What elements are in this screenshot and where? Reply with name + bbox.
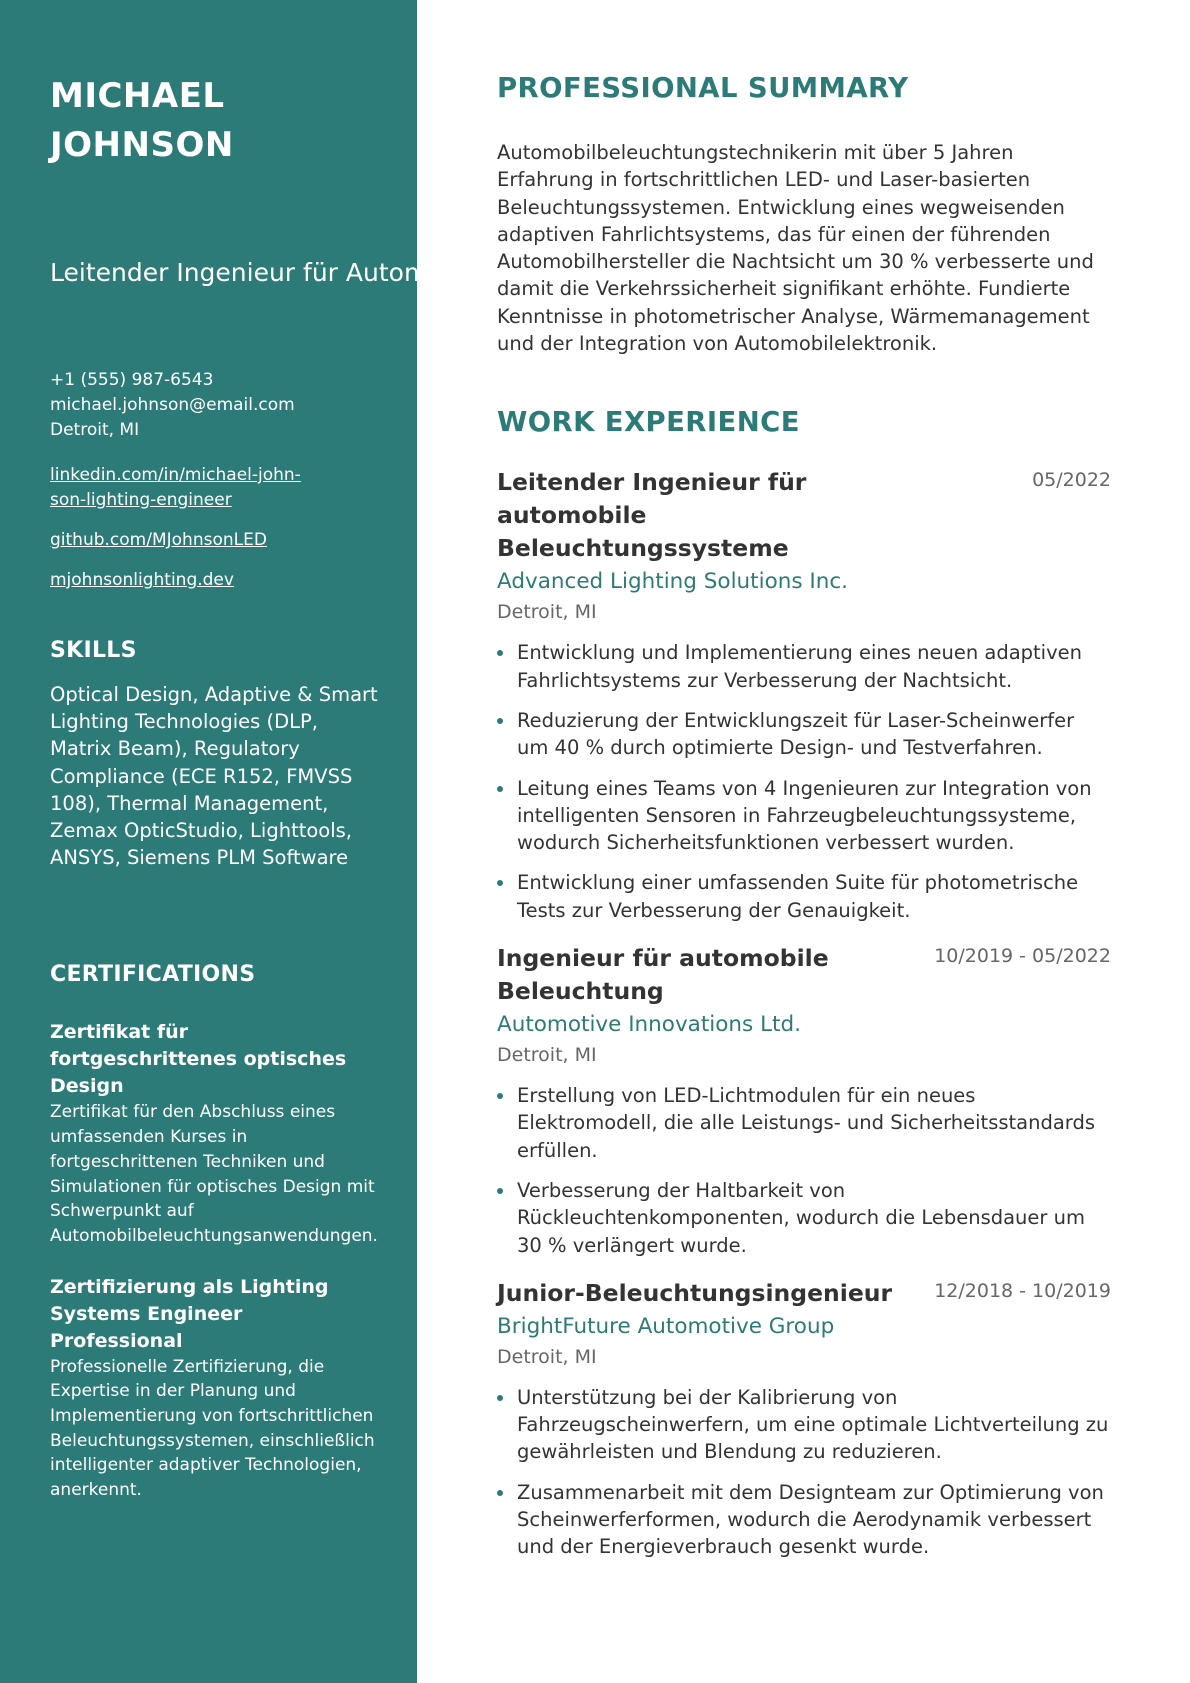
- job-date: 12/2018 - 10/2019: [934, 1279, 1111, 1302]
- job-title: Ingenieur für automobile Beleuchtung: [497, 944, 829, 1006]
- certification-name: Zertifikat für fortgeschrittenes optisches Design: [50, 1021, 347, 1098]
- contact-block: [50, 368, 417, 443]
- contact-phone: +1 (555) 987-6543: [50, 370, 214, 390]
- certification-description: Zertifikat für den Abschluss eines umfassenden Kurses in fortgeschrittenen Techniken und Simulationen für optisches Design mit Schwerpunkt auf Automobilbeleuchtungsanwendungen.: [50, 1102, 378, 1246]
- github-link[interactable]: github.com/MJohnsonLED: [50, 530, 267, 550]
- certifications-list: [50, 1019, 380, 1502]
- job-bullet: Reduzierung der Entwicklungszeit für Laser-Scheinwerfer um 40 % durch optimierte Design- und Testverfahren.: [497, 707, 1111, 762]
- website-link[interactable]: mjohnsonlighting.dev: [50, 570, 234, 590]
- job-entry: [497, 942, 1111, 1259]
- job-date: 10/2019 - 05/2022: [934, 945, 1111, 968]
- job-bullet: Entwicklung und Implementierung eines neuen adaptiven Fahrlichtsystems zur Verbesserung der Nachtsicht.: [497, 639, 1111, 694]
- certification-item: [50, 1274, 380, 1503]
- certifications-heading: CERTIFICATIONS: [50, 962, 256, 988]
- job-bullet: Unterstützung bei der Kalibrierung von Fahrzeugscheinwerfern, um eine optimale Lichtverteilung zu gewährleisten und Blendung zu reduzieren.: [497, 1384, 1111, 1466]
- job-location: Detroit, MI: [497, 1044, 597, 1067]
- name-line-last: JOHNSON: [50, 125, 234, 165]
- job-title: Junior-Beleuchtungsingenieur: [497, 1278, 893, 1307]
- work-experience-heading: WORK EXPERIENCE: [497, 406, 800, 439]
- job-bullets: [497, 639, 1111, 924]
- job-company: BrightFuture Automotive Group: [497, 1313, 835, 1339]
- jobs-list: [497, 466, 1111, 1560]
- candidate-name: [50, 72, 417, 170]
- certification-description: Professionelle Zertifizierung, die Expertise in der Planung und Implementierung von fortschrittlichen Beleuchtungssystemen, einschließlich intelligenter adaptiver Technologien, anerkennt.: [50, 1356, 375, 1501]
- job-entry: [497, 1277, 1111, 1561]
- job-header: [497, 942, 1111, 1008]
- certification-name: Zertifizierung als Lighting Systems Engineer Professional: [50, 1275, 329, 1352]
- job-header: [497, 466, 1111, 565]
- summary-heading: PROFESSIONAL SUMMARY: [497, 72, 909, 104]
- linkedin-link[interactable]: linkedin.com/in/michael-john-son-lighting-engineer: [50, 465, 301, 510]
- certification-item: [50, 1019, 380, 1248]
- main-column: [497, 0, 1111, 1579]
- summary-text: Automobilbeleuchtungstechnikerin mit über 5 Jahren Erfahrung in fortschrittlichen LED- und Laser-basierten Beleuchtungssystemen. Entwicklung eines wegweisenden adaptiven Fahrlichtsystems, das für einen der führenden Automobilhersteller die Nachtsicht um 30 % verbesserte und damit die Verkehrssicherheit signifikant erhöhte. Fundierte Kenntnisse in photometrischer Analyse, Wärmemanagement und der Integration von Automobilelektronik.: [497, 141, 1094, 356]
- job-header: [497, 1277, 1111, 1310]
- contact-email: michael.johnson@email.com: [50, 395, 295, 415]
- job-date: 05/2022: [1032, 469, 1111, 492]
- job-location: Detroit, MI: [497, 1345, 597, 1368]
- profile-links: [50, 463, 417, 593]
- contact-location: Detroit, MI: [50, 420, 140, 440]
- job-bullet: Entwicklung einer umfassenden Suite für photometrische Tests zur Verbesserung der Genauigkeit.: [497, 869, 1111, 924]
- job-company: Advanced Lighting Solutions Inc.: [497, 569, 849, 595]
- job-entry: [497, 466, 1111, 924]
- name-line-first: MICHAEL: [50, 76, 225, 116]
- job-location: Detroit, MI: [497, 601, 597, 624]
- job-bullet: Erstellung von LED-Lichtmodulen für ein neues Elektromodell, die alle Leistungs- und Sicherheitsstandards erfüllen.: [497, 1082, 1111, 1164]
- job-company: Automotive Innovations Ltd.: [497, 1012, 801, 1038]
- job-title: Leitender Ingenieur für automobile Beleuchtungssysteme: [497, 468, 807, 563]
- job-bullet: Leitung eines Teams von 4 Ingenieuren zur Integration von intelligenten Sensoren in Fahrzeugbeleuchtungssysteme, wodurch Sicherheitsfunktionen verbessert wurden.: [497, 775, 1111, 857]
- skills-heading: SKILLS: [50, 638, 137, 663]
- job-bullets: [497, 1082, 1111, 1259]
- job-bullet: Verbesserung der Haltbarkeit von Rückleuchtenkomponenten, wodurch die Lebensdauer um 30 % verlängert wurde.: [497, 1177, 1111, 1259]
- skills-list: Optical Design, Adaptive & Smart Lighting Technologies (DLP, Matrix Beam), Regulatory Compliance (ECE R152, FMVSS 108), Thermal Management, Zemax OpticStudio, Lighttools, ANSYS, Siemens PLM Software: [50, 683, 378, 870]
- job-headline: Leitender Ingenieur für Automobilbeleuchtungssystem: [50, 258, 734, 287]
- job-bullets: [497, 1384, 1111, 1561]
- job-bullet: Zusammenarbeit mit dem Designteam zur Optimierung von Scheinwerferformen, wodurch die Aerodynamik verbessert und der Energieverbrauch gesenkt wurde.: [497, 1479, 1111, 1561]
